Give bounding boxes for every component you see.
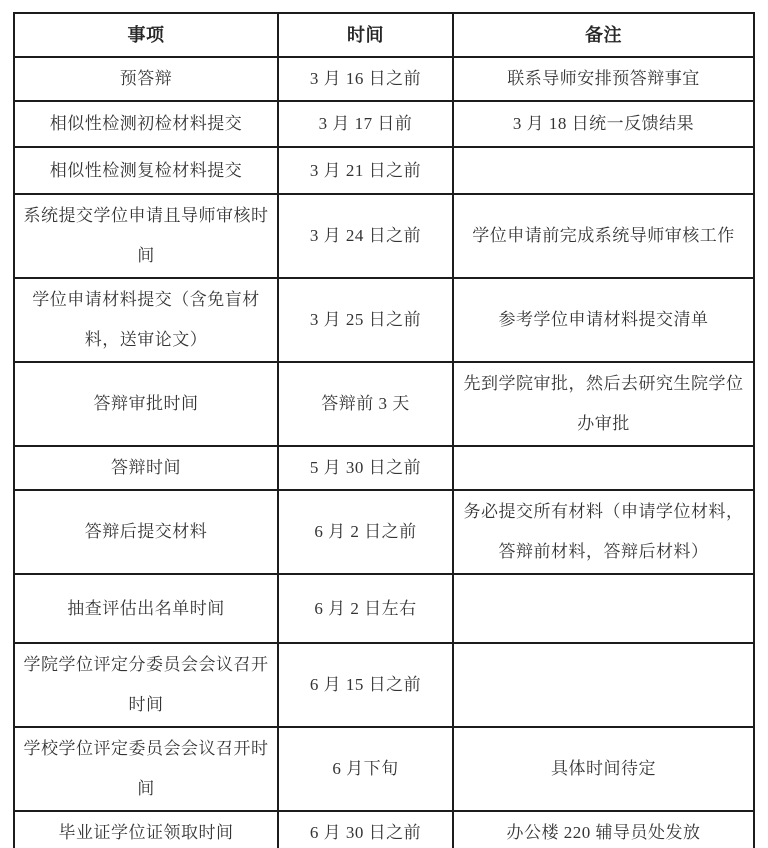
cell-time: 6 月 30 日之前 bbox=[278, 811, 453, 848]
cell-time: 3 月 25 日之前 bbox=[278, 278, 453, 362]
table-row bbox=[14, 57, 754, 101]
table-row bbox=[14, 147, 754, 194]
cell-note: 联系导师安排预答辩事宜 bbox=[453, 57, 754, 101]
cell-time: 3 月 21 日之前 bbox=[278, 147, 453, 194]
table-row bbox=[14, 727, 754, 811]
cell-note: 3 月 18 日统一反馈结果 bbox=[453, 101, 754, 147]
cell-time: 3 月 17 日前 bbox=[278, 101, 453, 147]
cell-item: 学院学位评定分委员会会议召开时间 bbox=[14, 643, 278, 727]
table-row bbox=[14, 362, 754, 446]
cell-note: 学位申请前完成系统导师审核工作 bbox=[453, 194, 754, 278]
cell-item: 答辩时间 bbox=[14, 446, 278, 490]
header-row bbox=[14, 13, 754, 57]
cell-time: 3 月 24 日之前 bbox=[278, 194, 453, 278]
column-header-time: 时间 bbox=[278, 13, 453, 57]
cell-note: 办公楼 220 辅导员处发放 bbox=[453, 811, 754, 848]
cell-note bbox=[453, 643, 754, 727]
cell-item: 相似性检测复检材料提交 bbox=[14, 147, 278, 194]
table-row bbox=[14, 101, 754, 147]
cell-time: 5 月 30 日之前 bbox=[278, 446, 453, 490]
cell-item: 学位申请材料提交（含免盲材料，送审论文） bbox=[14, 278, 278, 362]
cell-note: 务必提交所有材料（申请学位材料，答辩前材料，答辩后材料） bbox=[453, 490, 754, 574]
cell-note bbox=[453, 147, 754, 194]
cell-item: 预答辩 bbox=[14, 57, 278, 101]
table-row bbox=[14, 643, 754, 727]
table-row bbox=[14, 278, 754, 362]
column-header-note: 备注 bbox=[453, 13, 754, 57]
cell-item: 相似性检测初检材料提交 bbox=[14, 101, 278, 147]
cell-note bbox=[453, 446, 754, 490]
table-row bbox=[14, 194, 754, 278]
cell-time: 6 月 2 日左右 bbox=[278, 574, 453, 643]
cell-item: 答辩审批时间 bbox=[14, 362, 278, 446]
cell-item: 学校学位评定委员会会议召开时间 bbox=[14, 727, 278, 811]
cell-item: 抽查评估出名单时间 bbox=[14, 574, 278, 643]
table-row bbox=[14, 574, 754, 643]
cell-time: 6 月 15 日之前 bbox=[278, 643, 453, 727]
table-row bbox=[14, 446, 754, 490]
cell-item: 毕业证学位证领取时间 bbox=[14, 811, 278, 848]
table-row bbox=[14, 811, 754, 848]
cell-item: 系统提交学位申请且导师审核时间 bbox=[14, 194, 278, 278]
column-header-item: 事项 bbox=[14, 13, 278, 57]
cell-note: 先到学院审批，然后去研究生院学位办审批 bbox=[453, 362, 754, 446]
cell-note: 参考学位申请材料提交清单 bbox=[453, 278, 754, 362]
cell-time: 答辩前 3 天 bbox=[278, 362, 453, 446]
cell-note bbox=[453, 574, 754, 643]
cell-time: 6 月下旬 bbox=[278, 727, 453, 811]
table-row bbox=[14, 490, 754, 574]
cell-time: 6 月 2 日之前 bbox=[278, 490, 453, 574]
cell-note: 具体时间待定 bbox=[453, 727, 754, 811]
cell-time: 3 月 16 日之前 bbox=[278, 57, 453, 101]
cell-item: 答辩后提交材料 bbox=[14, 490, 278, 574]
schedule-table bbox=[13, 12, 755, 848]
